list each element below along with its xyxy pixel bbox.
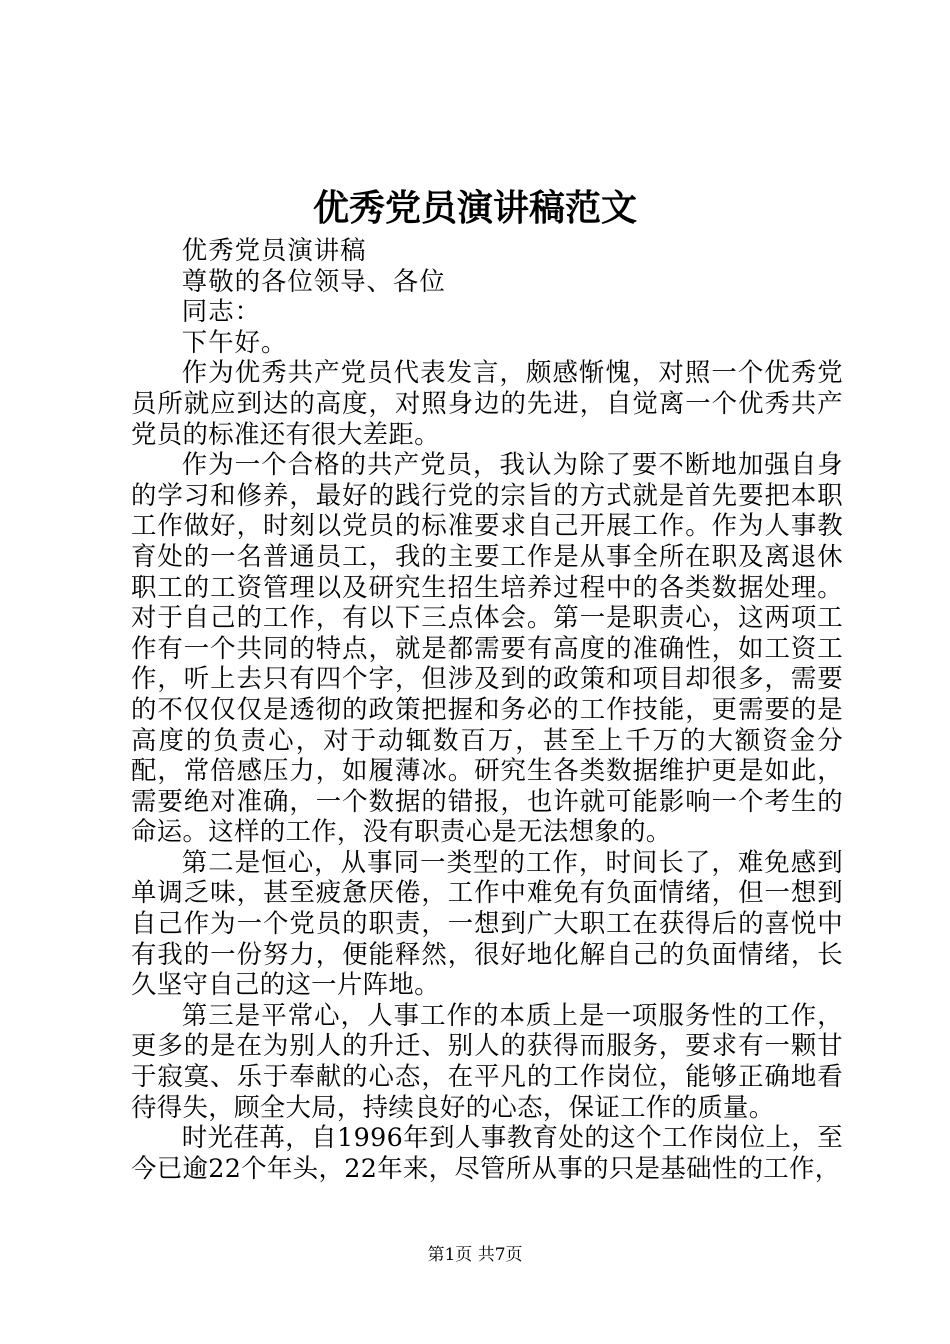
- paragraph-salutation: 尊敬的各位领导、各位: [181, 265, 446, 296]
- paragraph-heading: 优秀党员演讲稿: [181, 235, 367, 265]
- page-title: 优秀党员演讲稿范文: [312, 187, 637, 229]
- paragraph-closing: 时光荏苒，自1996年到人事教育处的这个工作岗位上，至今已逾22个年头，22年来，尽管所从事的只是基础性的工作，: [131, 1122, 843, 1183]
- paragraph-main: 作为一个合格的共产党员，我认为除了要不断地加强自身的学习和修养，最好的践行党的宗旨的方式就是首先要把本职工作做好，时刻以党员的标准要求自己开展工作。作为人事教育处的一名普通员工，我的主要工作是从事全所在职及离退休职工的工资管理以及研究生招生培养过程中的各类数据处理。对于自己的工作，有以下三点体会。第一是职责心，这两项工作有一个共同的特点，就是都需要有高度的准确性，如工资工作，听上去只有四个字，但涉及到的政策和项目却很多，需要的不仅仅仅是透彻的政策把握和务必的工作技能，更需要的是高度的负责心，对于动辄数百万，甚至上千万的大额资金分配，常倍感压力，如履薄冰。研究生各类数据维护更是如此，需要绝对准确，一个数据的错报，也许就可能影响一个考生的命运。这样的工作，没有职责心是无法想象的。: [131, 449, 843, 847]
- paragraph-intro: 作为优秀共产党员代表发言，颇感惭愧，对照一个优秀党员所就应到达的高度，对照身边的先进，自觉离一个优秀共产党员的标准还有很大差距。: [131, 357, 843, 449]
- paragraph-greeting: 下午好。: [181, 326, 288, 357]
- paragraph-third: 第三是平常心，人事工作的本质上是一项服务性的工作，更多的是在为别人的升迁、别人的获得而服务，要求有一颗甘于寂寞、乐于奉献的心态，在平凡的工作岗位，能够正确地看待得失，顾全大局，持续良好的心态，保证工作的质量。: [131, 999, 843, 1122]
- page-indicator: 第1页 共7页: [427, 1245, 523, 1265]
- paragraph-second: 第二是恒心，从事同一类型的工作，时间长了，难免感到单调乏味，甚至疲惫厌倦，工作中难免有负面情绪，但一想到自己作为一个党员的职责，一想到广大职工在获得后的喜悦中有我的一份努力，便能释然，很好地化解自己的负面情绪，长久坚守自己的这一片阵地。: [131, 846, 843, 1000]
- paragraph-salutation-cont: 同志：: [181, 296, 261, 327]
- document-body: [131, 235, 843, 1183]
